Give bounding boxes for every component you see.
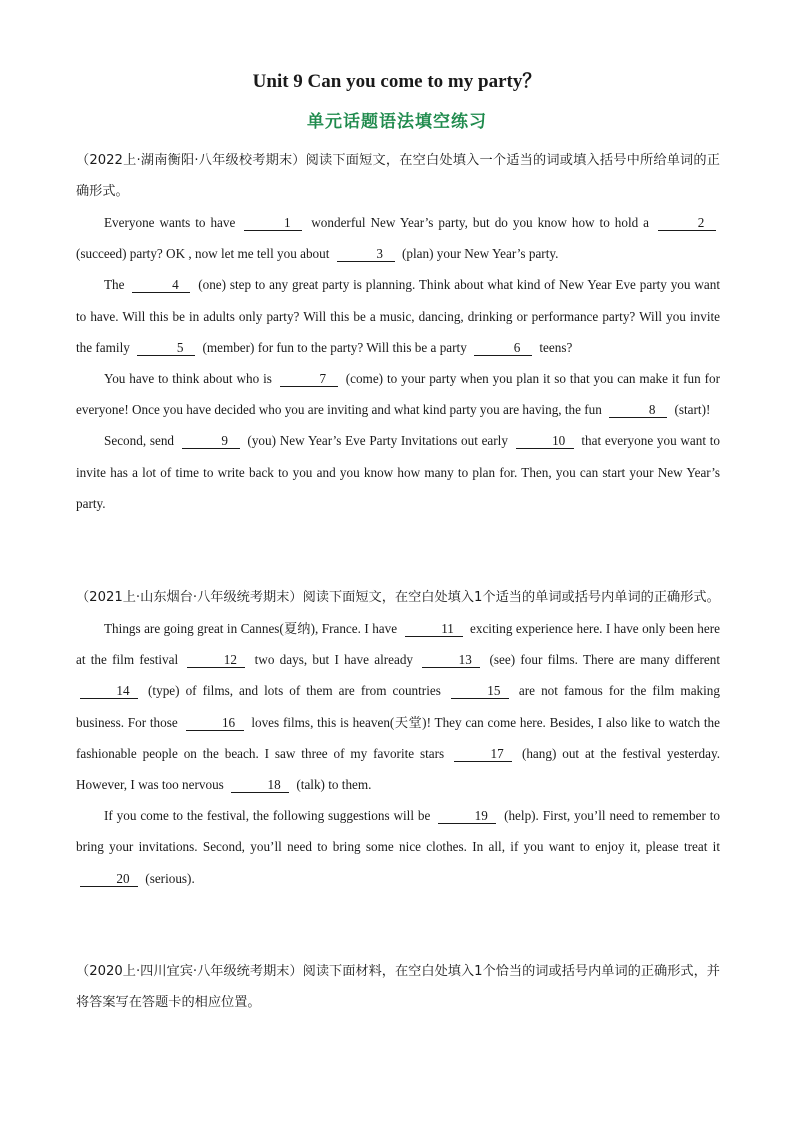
answer-blank-14[interactable]: 14: [80, 684, 138, 699]
answer-blank-16[interactable]: 16: [186, 716, 244, 731]
paragraph-text: (start)!: [671, 402, 711, 418]
passage-1: [76, 145, 720, 519]
paragraph-text: (see) four films. There are many different: [484, 652, 721, 668]
paragraph-text: (one) step to any great party is planning. Think about what kind of New Year Eve party you want to have. Will this be in adults only party? Will this be a music, dancing, drinking or performance party? Will you invite the family: [76, 277, 720, 355]
passage-source: （2020上·四川宜宾·八年级统考期末）阅读下面材料，在空白处填入1个恰当的词或括号内单词的正确形式，并将答案写在答题卡的相应位置。: [76, 964, 720, 1010]
passage-source: （2022上·湖南衡阳·八年级校考期末）阅读下面短文，在空白处填入一个适当的词或填入括号中所给单词的正确形式。: [76, 153, 720, 199]
paragraph: [76, 613, 720, 800]
paragraph-text: two days, but I have already: [249, 652, 419, 668]
paragraph-text: Second, send: [104, 433, 178, 449]
paragraph-text: loves films, this is heaven(天堂)! They can come here. Besides, I also like to watch the fashionable people on the beach. I saw three of my favorite stars: [76, 714, 720, 761]
paragraph-text: are not famous for the film making business. For those: [76, 683, 720, 730]
paragraph-text: wonderful New Year’s party, but do you know how to hold a: [306, 215, 654, 230]
answer-blank-9[interactable]: 9: [182, 434, 240, 449]
answer-blank-19[interactable]: 19: [438, 809, 496, 824]
answer-blank-17[interactable]: 17: [454, 747, 512, 762]
passage-2: [76, 582, 720, 894]
paragraph-text: (help). First, you’ll need to remember to bring your invitations. Second, you’ll need to bring some nice clothes. In all, if you want to enjoy it, please treat it: [76, 808, 720, 855]
answer-blank-18[interactable]: 18: [231, 778, 289, 793]
answer-blank-11[interactable]: 11: [405, 622, 463, 637]
paragraph-text: (you) New Year’s Eve Party Invitations out early: [243, 433, 512, 449]
passage-source: （2021上·山东烟台·八年级统考期末）阅读下面短文，在空白处填入1个适当的单词或括号内单词的正确形式。: [76, 590, 720, 605]
answer-blank-12[interactable]: 12: [187, 653, 245, 668]
answer-blank-20[interactable]: 20: [80, 872, 138, 887]
answer-blank-8[interactable]: 8: [609, 403, 667, 418]
paragraph: [76, 363, 720, 425]
paragraph-text: (type) of films, and lots of them are from countries: [142, 683, 447, 699]
paragraph: [76, 269, 720, 363]
paragraph-text: teens?: [536, 339, 573, 355]
paragraph-text: (serious).: [142, 870, 195, 886]
answer-blank-7[interactable]: 7: [280, 372, 338, 387]
answer-blank-15[interactable]: 15: [451, 684, 509, 699]
paragraph: [76, 425, 720, 519]
paragraph-text: (come) to your party when you plan it so that you can make it fun for everyone! Once you have decided who you are inviting and what kind party you are having, the fun: [76, 371, 720, 418]
answer-blank-13[interactable]: 13: [422, 653, 480, 668]
paragraph-text: that everyone you want to invite has a lot of time to write back to you and you know how many to plan for. Then, you can start your New Year’s party.: [76, 433, 720, 511]
paragraph-text: (hang) out at the festival yesterday. However, I was too nervous: [76, 745, 720, 793]
page-title: Unit 9 Can you come to my party？: [252, 71, 542, 92]
page-subtitle: 单元话题语法填空练习: [307, 112, 487, 132]
paragraph: [76, 207, 720, 269]
paragraph-text: Everyone wants to have: [104, 215, 241, 230]
answer-blank-1[interactable]: 1: [244, 216, 302, 231]
answer-blank-5[interactable]: 5: [137, 341, 195, 356]
answer-blank-6[interactable]: 6: [474, 341, 532, 356]
paragraph: [76, 800, 720, 894]
passage-body: [76, 613, 720, 894]
answer-blank-4[interactable]: 4: [132, 278, 190, 293]
answer-blank-2[interactable]: 2: [658, 216, 716, 231]
paragraph-text: (talk) to them.: [293, 777, 372, 793]
paragraph-text: Things are going great in Cannes(夏纳), France. I have: [104, 621, 401, 636]
answer-blank-10[interactable]: 10: [516, 434, 574, 449]
answer-blank-3[interactable]: 3: [337, 247, 395, 262]
passage-body: [76, 207, 720, 519]
passage-3: [76, 956, 720, 1018]
paragraph-text: You have to think about who is: [104, 371, 276, 387]
paragraph-text: The: [104, 277, 129, 293]
paragraph-text: (member) for fun to the party? Will this be a party: [199, 339, 471, 355]
paragraph-text: If you come to the festival, the following suggestions will be: [104, 808, 435, 824]
paragraph-text: (plan) your New Year’s party.: [398, 246, 559, 262]
paragraph-text: (succeed) party? OK , now let me tell you about: [76, 246, 333, 262]
paragraph-text: exciting experience here. I have only been here at the film festival: [76, 621, 721, 668]
